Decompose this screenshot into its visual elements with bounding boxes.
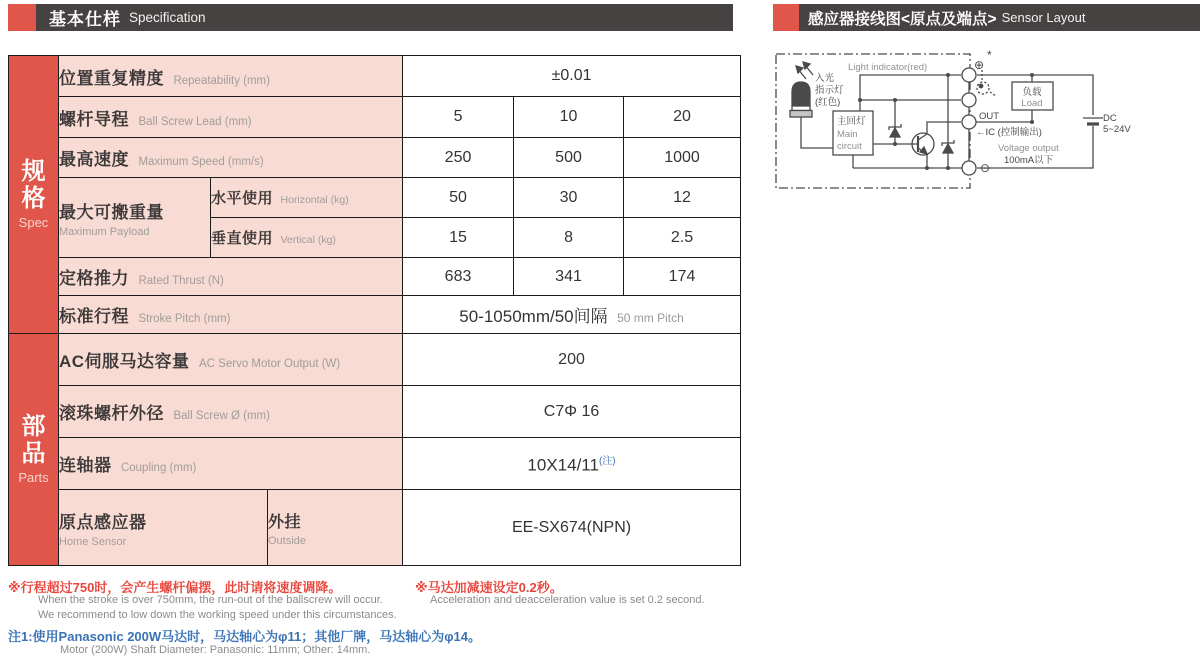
value-speed-1: 250 [403,138,514,178]
value-motor: 200 [403,334,741,386]
note-stroke-warning-zh: ※行程超过750时，会产生螺杆偏摆，此时请将速度调降。 [8,580,342,595]
main-circuit-en-label: Main [837,129,858,140]
value-horizontal-2: 30 [514,178,624,218]
value-repeatability: ±0.01 [403,56,741,97]
label-en: Home Sensor [59,535,127,548]
row-label-screw [59,386,403,438]
label-zh: 原点感应器 [59,512,147,532]
note-accel-zh: ※马达加减速设定0.2秒。 [415,580,563,595]
wire [927,122,961,134]
label-zh: 垂直使用 [211,230,274,247]
table-row [9,97,741,138]
table-row [9,258,741,296]
value-screw: C7Φ 16 [403,386,741,438]
label-en: Rated Thrust (N) [138,275,224,287]
row-label-payload [59,178,211,258]
emitter-arrow-icon [920,147,927,154]
light-ray-arrow-icon [803,62,810,69]
transistor-symbol [918,134,927,140]
spec-title-en: Specification [129,10,206,25]
sensor-layout-title-zh: 感应器接线图<原点及端点> [808,10,997,28]
row-label-vertical [211,218,403,258]
wire [801,117,833,148]
row-label-motor [59,334,403,386]
red-accent-square [8,4,36,31]
selector-circle-icon [977,82,989,94]
label-en: Horizontal (kg) [280,194,349,206]
stroke-value-en: 50 mm Pitch [617,311,684,325]
led-lamp-icon [792,106,810,111]
spec-table [8,55,741,566]
value-vertical-1: 15 [403,218,514,258]
note-accel-en: Acceleration and deacceleration value is set 0.2 second. [430,594,705,606]
value-thrust-3: 174 [624,258,741,296]
led-lamp-icon [790,111,812,118]
selector-dashed-link [990,92,996,96]
label-zh: 水平使用 [211,190,274,207]
stroke-value: 50-1050mm/50间隔 [459,307,608,326]
current-limit-label: 100mA以下 [1004,155,1054,166]
label-zh: 最大可搬重量 [59,202,164,222]
table-row [9,334,741,386]
row-label-horizontal [211,178,403,218]
label-zh: 最高速度 [59,150,129,169]
plus-terminal-symbol: ⊕ [974,58,985,72]
label-zh: 滚珠螺杆外径 [59,404,164,423]
label-en: Ball Screw Ø (mm) [173,410,270,422]
label-en: Stroke Pitch (mm) [138,313,231,325]
value-thrust-2: 341 [514,258,624,296]
light-indicator-en-label: Light indicator(red) [848,62,928,73]
label-zh: 外挂 [268,513,302,531]
asterisk-marker: * [987,48,992,62]
wire [860,75,961,111]
sensor-layout-header-bar [773,4,1200,31]
sensor-layout-title [799,4,1200,31]
table-row [9,56,741,97]
table-row [9,178,741,218]
coupling-value: 10X14/11 [527,455,599,475]
light-indicator-zh-label: 指示灯 [815,85,844,96]
note-shaft-en: Motor (200W) Shaft Diameter: Panasonic: 11mm; Other: 14mm. [60,644,371,656]
value-horizontal-3: 12 [624,178,741,218]
label-zh: 螺杆导程 [59,109,129,129]
label-zh: AC伺服马达容量 [59,352,190,371]
row-label-coupling [59,438,403,490]
selector-dot-icon [979,84,984,89]
dc-label: DC [1103,113,1117,124]
table-row [9,490,741,566]
sensor-layout-title-en: Sensor Layout [1001,10,1086,25]
minus-terminal-symbol: ⊖ [980,161,991,175]
load-zh-label: 负载 [1022,87,1042,98]
main-circuit-en-label: circuit [837,141,862,152]
light-ray-arrow-icon [796,66,803,73]
ic-output-label: ←IC (控制输出) [976,127,1042,138]
label-en: Maximum Payload [59,225,150,238]
table-row [9,138,741,178]
terminal-minus [962,161,976,175]
label-en: Ball Screw Lead (mm) [138,115,252,128]
coupling-note-ref: (注) [598,455,616,467]
value-home-sensor: EE-SX674(NPN) [403,490,741,566]
table-row [9,386,741,438]
light-indicator-zh-label: (红色) [815,97,841,108]
section-label-en: Parts [18,470,49,486]
value-lead-1: 5 [403,97,514,138]
out-label: OUT [979,111,1000,122]
value-vertical-2: 8 [514,218,624,258]
label-en: AC Servo Motor Output (W) [199,358,341,370]
value-vertical-3: 2.5 [624,218,741,258]
label-en: Maximum Speed (mm/s) [138,156,264,168]
note-stroke-warning-en2: We recommend to low down the working speed under this circumstances. [38,609,397,621]
value-coupling [403,438,741,490]
value-lead-2: 10 [514,97,624,138]
label-zh: 标准行程 [59,307,129,326]
light-indicator-zh-label: 入光 [815,73,835,84]
value-lead-3: 20 [624,97,741,138]
spec-title-zh: 基本仕样 [49,10,121,29]
zener-diode-icon [943,144,953,153]
row-label-lead [59,97,403,138]
zener-diode-icon [890,128,900,137]
led-lamp-icon [792,82,810,106]
spec-header-bar [8,4,733,31]
value-speed-3: 1000 [624,138,741,178]
terminal-out [962,115,976,129]
row-label-thrust [59,258,403,296]
section-label-zh: 规格 [21,157,46,212]
section-cell-parts [9,334,59,566]
spec-header-title [36,4,733,31]
note-stroke-warning-en1: When the stroke is over 750mm, the run-out of the ballscrew will occur. [38,594,383,606]
value-horizontal-1: 50 [403,178,514,218]
row-label-speed [59,138,403,178]
label-en: Repeatability (mm) [173,74,270,87]
section-cell-spec [9,56,59,334]
label-zh: 位置重复精度 [59,68,164,88]
label-zh: 定格推力 [59,269,129,288]
dc-voltage-label: 5~24V [1103,124,1131,135]
section-label-en: Spec [18,215,49,231]
value-stroke [403,296,741,334]
row-label-stroke [59,296,403,334]
note-shaft-zh: 注1:使用Panasonic 200W马达时，马达轴心为φ11；其他厂牌，马达轴心为φ14。 [8,629,481,644]
red-accent-square [773,4,799,31]
label-en: Coupling (mm) [120,462,197,474]
voltage-output-label: Voltage output [998,143,1059,154]
label-en: Vertical (kg) [280,234,336,246]
value-thrust-1: 683 [403,258,514,296]
table-row [9,296,741,334]
section-label-zh: 部品 [21,412,46,467]
label-en: Outside [268,534,306,547]
label-zh: 连轴器 [59,456,112,475]
table-row [9,438,741,490]
sensor-wiring-diagram [770,40,1200,255]
main-circuit-zh-label: 主回灯 [837,116,866,127]
row-label-outside [268,490,403,566]
load-en-label: Load [1021,98,1043,109]
row-label-home-sensor [59,490,268,566]
terminal-l [962,93,976,107]
value-speed-2: 500 [514,138,624,178]
row-label-repeatability [59,56,403,97]
